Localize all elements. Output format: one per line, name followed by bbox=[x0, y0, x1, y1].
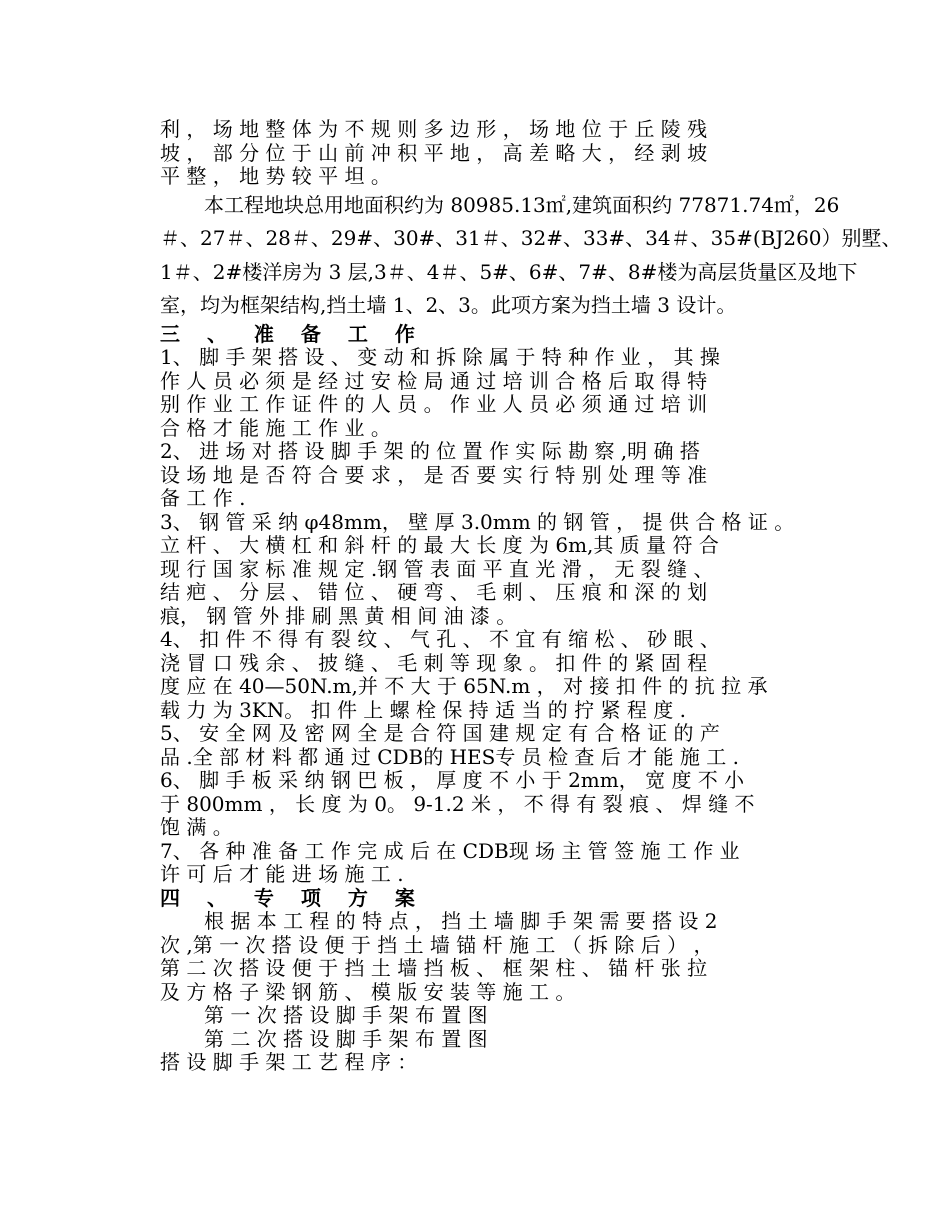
document-body bbox=[160, 117, 902, 1075]
text-line: ＃、27＃、28＃、29#、30#、31＃、32#、33#、34＃、35#(BJ260）别墅、 bbox=[160, 226, 902, 250]
text-line: 1＃、2#楼洋房为 3 层,3＃、4＃、5#、6#、7#、8#楼为高层货量区及地下 bbox=[160, 259, 858, 284]
text-line: 品 .全 部 材 料 都 通 过 CDB的 HES专 员 检 查 后 才 能 施 工 . bbox=[160, 744, 739, 769]
text-line: 饱 满 。 bbox=[160, 815, 233, 839]
figure-caption: 第 一 次 搭 设 脚 手 架 布 置 图 bbox=[204, 1003, 488, 1027]
text-line: 现 行 国 家 标 准 规 定 .钢 管 表 面 平 直 光 滑 ， 无 裂 缝 、 bbox=[160, 556, 714, 581]
text-line: 7、 各 种 准 备 工 作 完 成 后 在 CDB现 场 主 管 签 施 工 作 业 bbox=[160, 838, 740, 863]
text-line: 平 整 ， 地 势 较 平 坦 。 bbox=[160, 164, 391, 188]
text-line: 本工程地块总用地面积约为 80985.13㎡,建筑面积约 77871.74㎡，26 bbox=[204, 192, 840, 217]
text-line: 痕， 钢 管 外 排 刷 黑 黄 相 间 油 漆 。 bbox=[160, 603, 517, 628]
text-line: 别 作 业 工 作 证 件 的 人 员 。 作 业 人 员 必 须 通 过 培 训 bbox=[160, 392, 708, 416]
section-heading: 三 、 准 备 工 作 bbox=[160, 321, 425, 346]
text-line: 搭 设 脚 手 架 工 艺 程 序 ： bbox=[160, 1050, 418, 1074]
text-line: 立 杆 、 大 横 杠 和 斜 杆 的 最 大 长 度 为 6m,其 质 量 符 合 bbox=[160, 533, 719, 557]
text-line: 3、 钢 管 采 纳 φ48mm， 壁 厚 3.0mm 的 钢 管 ， 提 供 合 格 证 。 bbox=[160, 509, 795, 534]
text-line: 2、 进 场 对 搭 设 脚 手 架 的 位 置 作 实 际 勘 察 ,明 确 搭 bbox=[160, 439, 700, 463]
text-line: 1、 脚 手 架 搭 设 、 变 动 和 拆 除 属 于 特 种 作 业 ， 其 操 bbox=[160, 345, 720, 369]
text-line: 第 二 次 搭 设 便 于 挡 土 墙 挡 板 、 框 架 柱 、 锚 杆 张 拉 bbox=[160, 956, 708, 980]
section-heading: 四 、 专 项 方 案 bbox=[160, 885, 425, 910]
text-line: 及 方 格 子 梁 钢 筋 、 模 版 安 装 等 施 工 。 bbox=[160, 979, 576, 1004]
text-line: 备 工 作 . bbox=[160, 486, 246, 510]
text-line: 4、 扣 件 不 得 有 裂 纹 、 气 孔 、 不 宜 有 缩 松 、 砂 眼 、 bbox=[160, 627, 720, 651]
text-line: 浇 冒 口 残 余 、 披 缝 、 毛 刺 等 现 象 。 扣 件 的 紧 固 程 bbox=[160, 650, 708, 675]
text-line: 室，均为框架结构,挡土墙 1、2、3。此项方案为挡土墙 3 设计。 bbox=[160, 293, 737, 317]
text-line: 次 ,第 一 次 搭 设 便 于 挡 土 墙 锚 杆 施 工 （ 拆 除 后 ） ， bbox=[160, 932, 714, 957]
text-line: 载 力 为 3KN。 扣 件 上 螺 栓 保 持 适 当 的 拧 紧 程 度 . bbox=[160, 697, 686, 722]
text-line: 坡 ， 部 分 位 于 山 前 冲 积 平 地 ， 高 差 略 大 ， 经 剥 坡 bbox=[160, 140, 708, 165]
figure-caption: 第 二 次 搭 设 脚 手 架 布 置 图 bbox=[204, 1026, 488, 1051]
text-line: 6、 脚 手 板 采 纳 钢 巴 板 ， 厚 度 不 小 于 2mm， 宽 度 不 小 bbox=[160, 768, 745, 792]
text-line: 于 800mm ， 长 度 为 0。 9-1.2 米 ， 不 得 有 裂 痕 、 焊 缝 不 bbox=[160, 791, 755, 816]
text-line: 结 疤 、 分 层 、 错 位 、 硬 弯 、 毛 刺 、 压 痕 和 深 的 划 bbox=[160, 580, 708, 604]
text-line: 度 应 在 40—50N.m,并 不 大 于 65N.m ， 对 接 扣 件 的 抗 拉 承 bbox=[160, 674, 768, 698]
text-line: 作 人 员 必 须 是 经 过 安 检 局 通 过 培 训 合 格 后 取 得 特 bbox=[160, 368, 708, 393]
text-line: 5、 安 全 网 及 密 网 全 是 合 符 国 建 规 定 有 合 格 证 的 产 bbox=[160, 721, 720, 745]
text-line: 设 场 地 是 否 符 合 要 求 ， 是 否 要 实 行 特 别 处 理 等 准 bbox=[160, 462, 708, 487]
text-line: 合 格 才 能 施 工 作 业 。 bbox=[160, 415, 391, 440]
text-line: 根 据 本 工 程 的 特 点 ， 挡 土 墙 脚 手 架 需 要 搭 设 2 bbox=[204, 909, 718, 933]
text-line: 利 ， 场 地 整 体 为 不 规 则 多 边 形 ， 场 地 位 于 丘 陵 残 bbox=[160, 117, 708, 141]
text-line: 许 可 后 才 能 进 场 施 工 . bbox=[160, 862, 404, 886]
